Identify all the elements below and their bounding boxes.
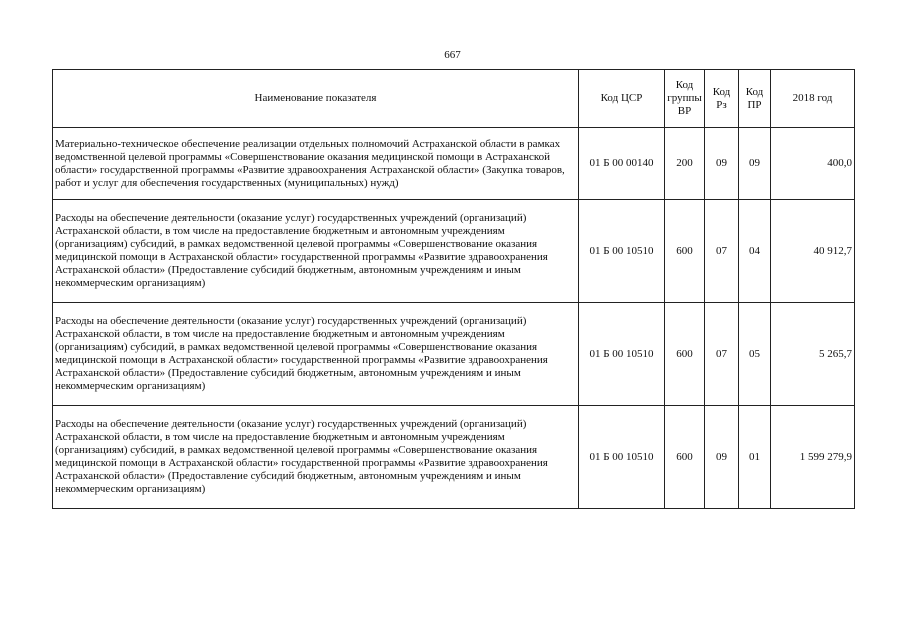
header-vr: Код группы ВР bbox=[665, 70, 705, 128]
row-pr: 01 bbox=[739, 406, 771, 509]
row-amount: 400,0 bbox=[771, 128, 855, 200]
row-pr: 04 bbox=[739, 200, 771, 303]
row-vr: 600 bbox=[665, 303, 705, 406]
row-pr: 09 bbox=[739, 128, 771, 200]
header-pr: Код ПР bbox=[739, 70, 771, 128]
row-rz: 09 bbox=[705, 406, 739, 509]
row-vr: 200 bbox=[665, 128, 705, 200]
row-csr: 01 Б 00 10510 bbox=[579, 200, 665, 303]
page-number: 667 bbox=[444, 49, 461, 61]
budget-table bbox=[52, 69, 855, 509]
header-year: 2018 год bbox=[771, 70, 855, 128]
row-rz: 07 bbox=[705, 200, 739, 303]
row-rz: 09 bbox=[705, 128, 739, 200]
table-row bbox=[53, 200, 855, 303]
table-header-row bbox=[53, 70, 855, 128]
row-pr: 05 bbox=[739, 303, 771, 406]
row-name: Материально-техническое обеспечение реализации отдельных полномочий Астраханской области в рамках ведомственной целевой программы «Совершенствование оказания медицинской помощи в Астраханской области» государственной программы «Развитие здравоохранения Астраханской области» (Закупка товаров, работ и услуг для обеспечения государственных (муниципальных) нужд) bbox=[53, 128, 579, 200]
row-amount: 1 599 279,9 bbox=[771, 406, 855, 509]
header-csr: Код ЦСР bbox=[579, 70, 665, 128]
row-amount: 40 912,7 bbox=[771, 200, 855, 303]
row-csr: 01 Б 00 00140 bbox=[579, 128, 665, 200]
table-row bbox=[53, 303, 855, 406]
row-name: Расходы на обеспечение деятельности (оказание услуг) государственных учреждений (организаций) Астраханской области, в том числе на предоставление бюджетным и автономным учреждениям (организациям) субсидий, в рамках ведомственной целевой программы «Совершенствование оказания медицинской помощи в Астраханской области» государственной программы «Развитие здравоохранения Астраханской области» (Предоставление субсидий бюджетным, автономным учреждениям и иным некоммерческим организациям) bbox=[53, 303, 579, 406]
header-rz: Код Рз bbox=[705, 70, 739, 128]
row-csr: 01 Б 00 10510 bbox=[579, 303, 665, 406]
row-amount: 5 265,7 bbox=[771, 303, 855, 406]
row-name: Расходы на обеспечение деятельности (оказание услуг) государственных учреждений (организаций) Астраханской области, в том числе на предоставление бюджетным и автономным учреждениям (организациям) субсидий, в рамках ведомственной целевой программы «Совершенствование оказания медицинской помощи в Астраханской области» государственной программы «Развитие здравоохранения Астраханской области» (Предоставление субсидий бюджетным, автономным учреждениям и иным некоммерческим организациям) bbox=[53, 406, 579, 509]
row-vr: 600 bbox=[665, 406, 705, 509]
row-name: Расходы на обеспечение деятельности (оказание услуг) государственных учреждений (организаций) Астраханской области, в том числе на предоставление бюджетным и автономным учреждениям (организациям) субсидий, в рамках ведомственной целевой программы «Совершенствование оказания медицинской помощи в Астраханской области» государственной программы «Развитие здравоохранения Астраханской области» (Предоставление субсидий бюджетным, автономным учреждениям и иным некоммерческим организациям) bbox=[53, 200, 579, 303]
table-row bbox=[53, 128, 855, 200]
table-row bbox=[53, 406, 855, 509]
row-rz: 07 bbox=[705, 303, 739, 406]
row-vr: 600 bbox=[665, 200, 705, 303]
header-name: Наименование показателя bbox=[53, 70, 579, 128]
row-csr: 01 Б 00 10510 bbox=[579, 406, 665, 509]
